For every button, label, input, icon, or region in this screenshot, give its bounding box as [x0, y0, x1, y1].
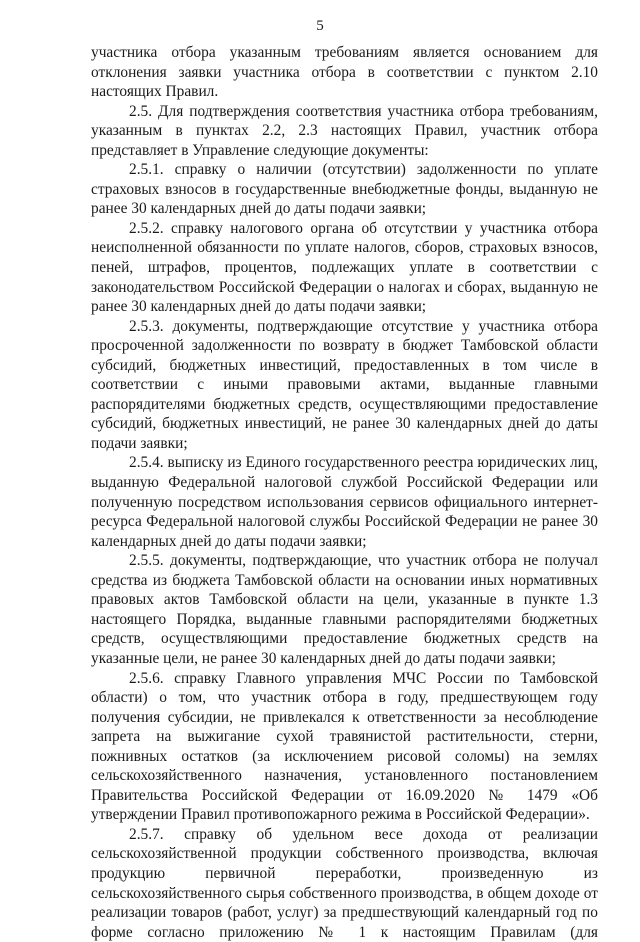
paragraph-continuation: участника отбора указанным требованиям является основанием для отклонения заявки участника отбора в соответствии с пунктом 2.10 настоящих Правил. [91, 44, 598, 101]
paragraph-2-5-7: 2.5.7. справку об удельном весе дохода от реализации сельскохозяйственной продукции собственного производства, включая продукцию первичной переработки, произведенную из сельскохозяйственного сырья собственного производства, в общем доходе от реализации товаров (работ, услуг) за предшествующий календарный год по форме согласно приложению № 1 к настоящим Правилам (для [91, 825, 598, 941]
page-number: 5 [316, 18, 324, 34]
paragraph-2-5-4: 2.5.4. выписку из Единого государственного реестра юридических лиц, выданную Федеральной налоговой службой Российской Федерации или полученную посредством использования сервисов официального интернет-ресурса Федеральной налоговой службы Российской Федерации не ранее 30 календарных дней до даты подачи заявки; [91, 454, 598, 550]
paragraph-2-5-1: 2.5.1. справку о наличии (отсутствии) задолженности по уплате страховых взносов в государственные внебюджетные фонды, выданную не ранее 30 календарных дней до даты подачи заявки; [91, 161, 598, 218]
paragraph-2-5-3: 2.5.3. документы, подтверждающие отсутствие у участника отбора просроченной задолженности по возврату в бюджет Тамбовской области субсидий, бюджетных инвестиций, предоставленных в том числе в соответствии с иными правовыми актами, выданные главными распорядителями бюджетных средств, осуществляющими предоставление субсидий, бюджетных инвестиций, не ранее 30 календарных дней до даты подачи заявки; [91, 317, 598, 452]
document-body [91, 43, 598, 942]
paragraph-2-5-6: 2.5.6. справку Главного управления МЧС России по Тамбовской области) о том, что участник отбора в году, предшествующем году получения субсидии, не привлекался к ответственности за несоблюдение запрета на выжигание сухой травянистой растительности, стерни, пожнивных остатков (за исключением рисовой соломы) на землях сельскохозяйственного назначения, установленного постановлением Правительства Российской Федерации от 16.09.2020 № 1479 «Об утверждении Правил противопожарного режима в Российской Федерации». [91, 669, 598, 824]
paragraph-2-5: 2.5. Для подтверждения соответствия участника отбора требованиям, указанным в пунктах 2.2, 2.3 настоящих Правил, участник отбора представляет в Управление следующие документы: [91, 102, 598, 159]
paragraph-2-5-5: 2.5.5. документы, подтверждающие, что участник отбора не получал средства из бюджета Тамбовской области на основании иных нормативных правовых актов Тамбовской области на цели, указанные в пункте 1.3 настоящего Порядка, выданные главными распорядителями бюджетных средств, осуществляющими предоставление бюджетных средств на указанные цели, не ранее 30 календарных дней до даты подачи заявки; [91, 552, 598, 667]
paragraph-2-5-2: 2.5.2. справку налогового органа об отсутствии у участника отбора неисполненной обязанности по уплате налогов, сборов, страховых взносов, пеней, штрафов, процентов, подлежащих уплате в соответствии с законодательством Российской Федерации о налогах и сборах, выданную не ранее 30 календарных дней до даты подачи заявки; [91, 219, 598, 316]
